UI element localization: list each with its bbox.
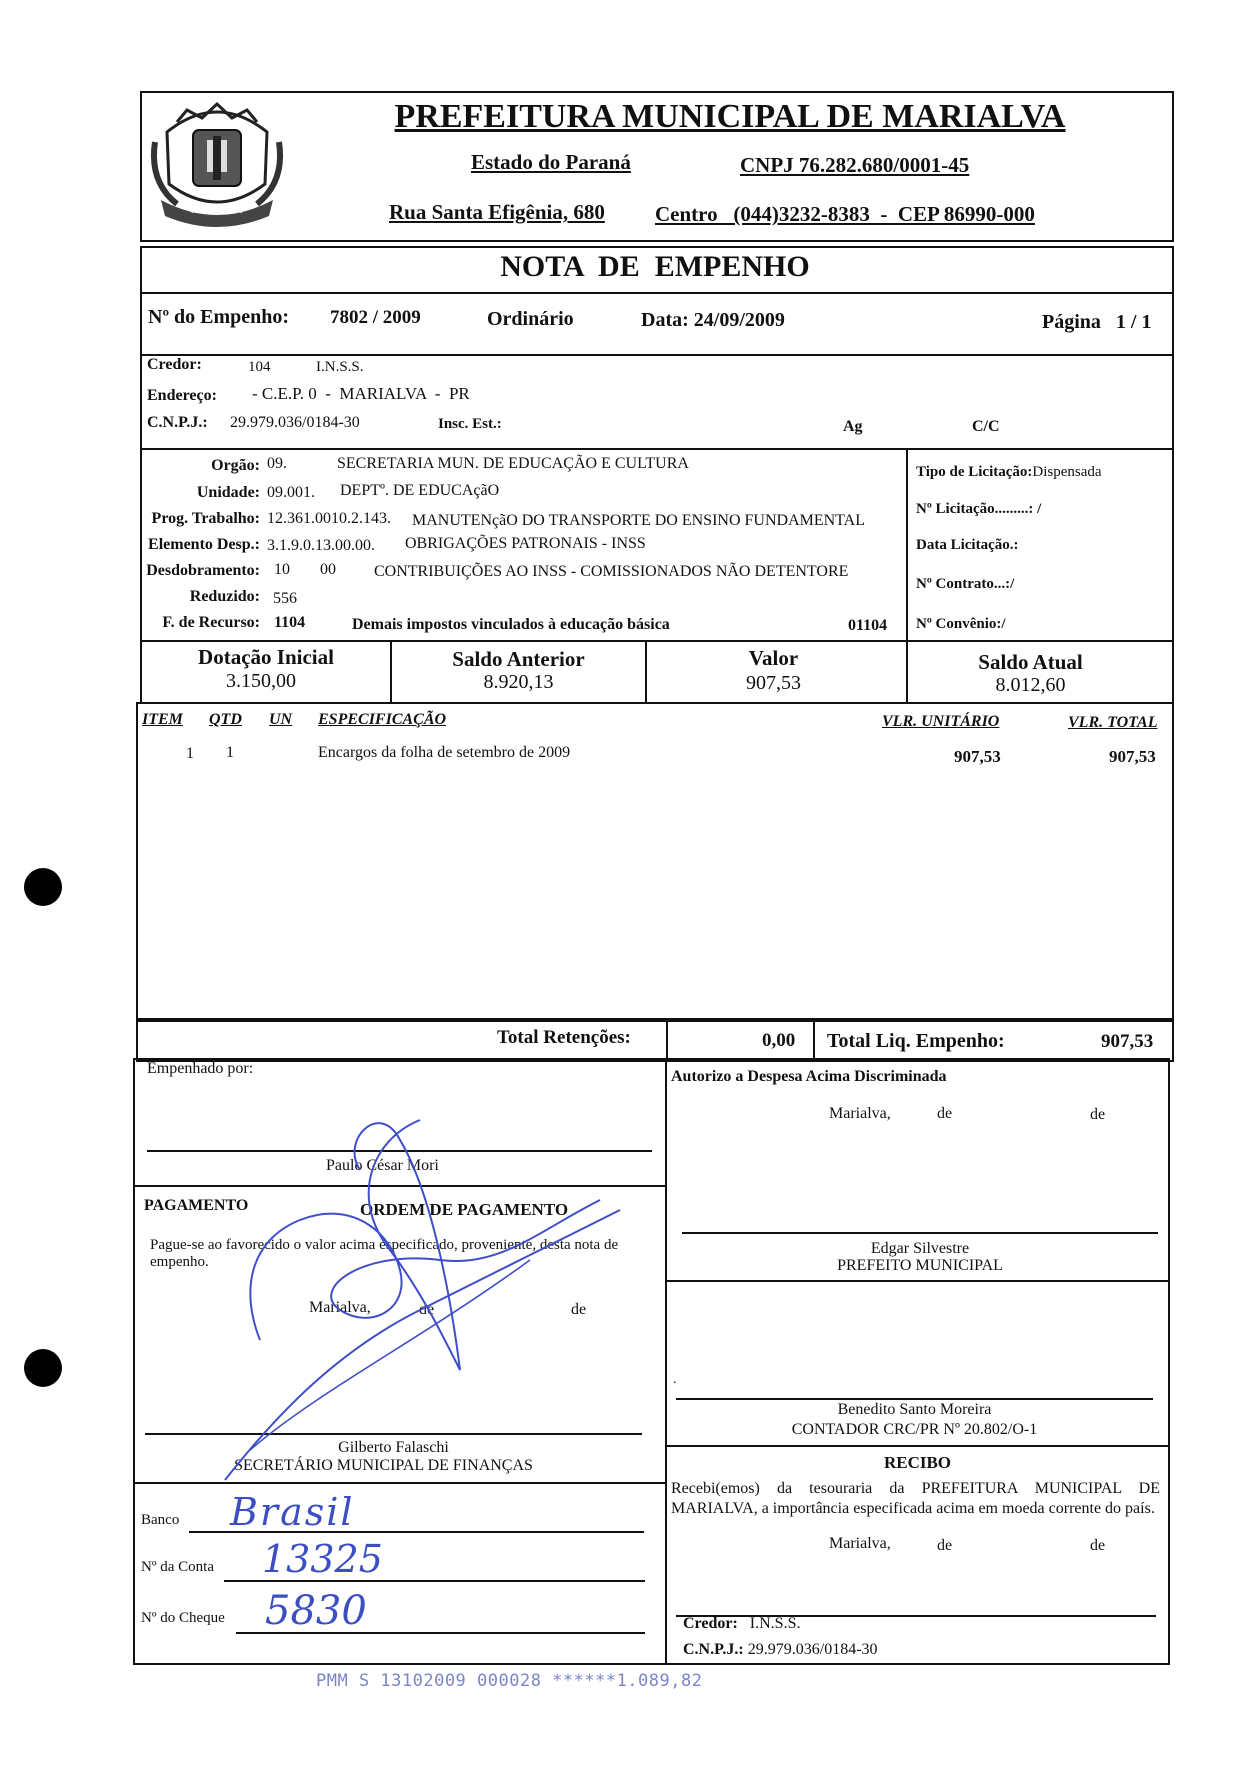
header-address: Rua Santa Efigênia, 680 — [389, 200, 605, 224]
recibo-cnpj-value: 29.979.036/0184-30 — [747, 1641, 878, 1658]
licitacao-contrato: Nº Contrato...:/ — [916, 576, 1015, 592]
cnpj-label: C.N.P.J.: — [147, 414, 208, 431]
doc-title: NOTA DE EMPENHO — [500, 250, 810, 283]
autorizo-bottom — [667, 1280, 1168, 1282]
empenhado-label: Empenhado por: — [147, 1060, 254, 1077]
col-item: ITEM — [142, 711, 183, 728]
unidade-code: 09.001. — [267, 484, 315, 501]
row-qtd: 1 — [226, 744, 234, 761]
header-title: PREFEITURA MUNICIPAL DE MARIALVA — [394, 98, 1066, 135]
row-espec: Encargos da folha de setembro de 2009 — [318, 744, 571, 761]
totals-box — [136, 1018, 1174, 1062]
empenho-number: 7802 / 2009 — [330, 307, 421, 328]
punch-hole-bottom — [24, 1349, 62, 1387]
desdob-label: Desdobramento: — [146, 562, 260, 579]
header-contact: Centro (044)3232-8383 - CEP 86990-000 — [655, 202, 1035, 226]
elemento-name: OBRIGAÇÕES PATRONAIS - INSS — [405, 535, 646, 552]
conta-label: Nº da Conta — [141, 1559, 214, 1575]
ag-label: Ag — [843, 418, 863, 435]
lower-vertical-divider — [665, 1058, 667, 1663]
totals-divider-1 — [666, 1020, 668, 1060]
valor-label: Valor — [748, 646, 799, 670]
liquido-label: Total Liq. Empenho: — [827, 1030, 1005, 1052]
recibo-credor-label: Credor: — [683, 1615, 738, 1632]
cnpj-value: 29.979.036/0184-30 — [230, 414, 360, 431]
col-unit: VLR. UNITÁRIO — [882, 713, 1000, 730]
retencoes-value: 0,00 — [762, 1030, 796, 1051]
elemento-label: Elemento Desp.: — [148, 536, 260, 553]
desdob-code2: 00 — [320, 561, 336, 578]
ordem-label: ORDEM DE PAGAMENTO — [360, 1200, 569, 1219]
licitacao-numero: Nº Licitação.........: / — [916, 501, 1042, 517]
recibo-credor — [683, 1615, 800, 1633]
prog-name: MANUTENçãO DO TRANSPORTE DO ENSINO FUNDAMENTAL — [412, 512, 865, 529]
liquido-value: 907,53 — [1101, 1031, 1154, 1052]
cheque-label: Nº do Cheque — [141, 1610, 225, 1626]
prog-code: 12.361.0010.2.143. — [267, 510, 391, 527]
pagamento-place: Marialva, — [309, 1299, 371, 1316]
crest-logo — [147, 92, 287, 232]
header-cnpj: CNPJ 76.282.680/0001-45 — [740, 153, 970, 177]
banco-label: Banco — [141, 1512, 180, 1528]
credor-label: Credor: — [147, 356, 202, 373]
reduzido-label: Reduzido: — [189, 588, 260, 605]
contador-signature-line — [676, 1398, 1153, 1400]
col-total: VLR. TOTAL — [1068, 714, 1158, 731]
pagamento-de1: de — [419, 1301, 435, 1318]
recibo-cnpj-label: C.N.P.J.: — [683, 1641, 744, 1658]
anterior-value: 8.920,13 — [483, 671, 554, 693]
valor-value: 907,53 — [746, 672, 801, 694]
prog-label: Prog. Trabalho: — [151, 510, 260, 527]
autorizo-place: Marialva, — [829, 1105, 891, 1122]
empenho-page: Página 1 / 1 — [1042, 311, 1152, 333]
col-qtd: QTD — [209, 711, 242, 728]
orgao-name: SECRETARIA MUN. DE EDUCAÇÃO E CULTURA — [337, 455, 689, 472]
recibo-de2: de — [1090, 1537, 1106, 1554]
col-un: UN — [269, 711, 293, 728]
empenhado-signer: Paulo César Mori — [326, 1157, 439, 1174]
unidade-label: Unidade: — [196, 484, 260, 501]
pagamento-signer: Gilberto Falaschi — [338, 1439, 449, 1456]
row-total: 907,53 — [1109, 747, 1156, 766]
autorizo-role: PREFEITO MUNICIPAL — [837, 1257, 1003, 1274]
pagamento-text: Pague-se ao favorecido o valor acima especificado, proveniente, desta nota de empenho. — [150, 1237, 619, 1270]
licitacao-tipo-label: Tipo de Licitação: — [916, 464, 1033, 480]
recibo-credor-value: I.N.S.S. — [749, 1615, 801, 1632]
contador-role: CONTADOR CRC/PR Nº 20.802/O-1 — [791, 1421, 1038, 1438]
empenho-label: Nº do Empenho: — [148, 306, 290, 328]
unidade-name: DEPTº. DE EDUCAçãO — [340, 482, 500, 499]
dotacao-value: 3.150,00 — [226, 670, 296, 692]
anterior-label: Saldo Anterior — [452, 647, 585, 671]
contador-dot: . — [673, 1372, 677, 1387]
punch-hole-top — [24, 868, 62, 906]
cc-label: C/C — [972, 418, 1000, 435]
autorizo-label: Autorizo a Despesa Acima Discriminada — [671, 1068, 947, 1085]
dotacao-label: Dotação Inicial — [198, 645, 334, 669]
recurso-label: F. de Recurso: — [162, 614, 260, 631]
contador-signer: Benedito Santo Moreira — [837, 1401, 992, 1418]
col-espec: ESPECIFICAÇÃO — [318, 711, 447, 728]
items-box — [136, 702, 1174, 1022]
empenho-date: Data: 24/09/2009 — [641, 309, 785, 331]
recurso-code: 1104 — [274, 614, 306, 631]
budget-divider — [906, 450, 908, 640]
recurso-name: Demais impostos vinculados à educação básica — [352, 616, 670, 633]
reduzido-value: 556 — [273, 590, 297, 607]
contador-bottom — [667, 1445, 1168, 1447]
desdob-code1: 10 — [274, 561, 290, 578]
autorizo-signer: Edgar Silvestre — [870, 1240, 970, 1257]
bottom-stamp: PMM S 13102009 000028 ******1.089,82 — [316, 1671, 703, 1691]
header-state: Estado do Paraná — [471, 150, 631, 174]
autorizo-signature-line — [682, 1232, 1158, 1234]
banco-handwritten: Brasil — [230, 1490, 355, 1534]
credor-name: I.N.S.S. — [316, 359, 364, 375]
recibo-text: Recebi(emos) da tesouraria da PREFEITURA MUNICIPAL DE MARIALVA, a importância especificada acima em moeda corrente do país. — [671, 1480, 1160, 1517]
licitacao-convenio: Nº Convênio:/ — [916, 616, 1006, 632]
licitacao-tipo — [916, 464, 1102, 481]
recibo-de1: de — [937, 1537, 953, 1554]
pagamento-de2: de — [571, 1301, 587, 1318]
autorizo-de2: de — [1090, 1106, 1106, 1123]
licitacao-tipo-value: Dispensada — [1032, 464, 1102, 480]
credor-code: 104 — [248, 359, 271, 375]
licitacao-data: Data Licitação.: — [916, 537, 1019, 553]
elemento-code: 3.1.9.0.13.00.00. — [267, 537, 375, 554]
atual-value: 8.012,60 — [995, 674, 1066, 696]
pagamento-label: PAGAMENTO — [144, 1197, 249, 1214]
empenho-type: Ordinário — [487, 308, 574, 330]
recurso-code2: 01104 — [848, 617, 888, 634]
orgao-label: Orgão: — [211, 457, 260, 474]
crest-lettering: MARIALVA — [191, 205, 243, 216]
recibo-cnpj — [683, 1641, 878, 1659]
orgao-code: 09. — [267, 455, 287, 472]
retencoes-label: Total Retenções: — [497, 1027, 631, 1048]
conta-handwritten: 13325 — [262, 1537, 383, 1581]
desdob-name: CONTRIBUIÇÕES AO INSS - COMISSIONADOS NÃO DETENTORE — [374, 563, 849, 580]
cheque-handwritten: 5830 — [265, 1588, 367, 1634]
signature-scribble — [220, 1110, 640, 1490]
row-item: 1 — [186, 745, 194, 762]
row-unit: 907,53 — [954, 747, 1001, 766]
endereco-label: Endereço: — [147, 387, 217, 404]
atual-label: Saldo Atual — [978, 650, 1083, 674]
recibo-place: Marialva, — [829, 1535, 891, 1552]
endereco-value: - C.E.P. 0 - MARIALVA - PR — [252, 384, 470, 403]
pagamento-role: SECRETÁRIO MUNICIPAL DE FINANÇAS — [234, 1457, 533, 1474]
totals-divider-2 — [813, 1020, 815, 1060]
insc-label: Insc. Est.: — [438, 416, 502, 432]
recibo-title: RECIBO — [883, 1453, 952, 1472]
autorizo-de1: de — [937, 1105, 953, 1122]
